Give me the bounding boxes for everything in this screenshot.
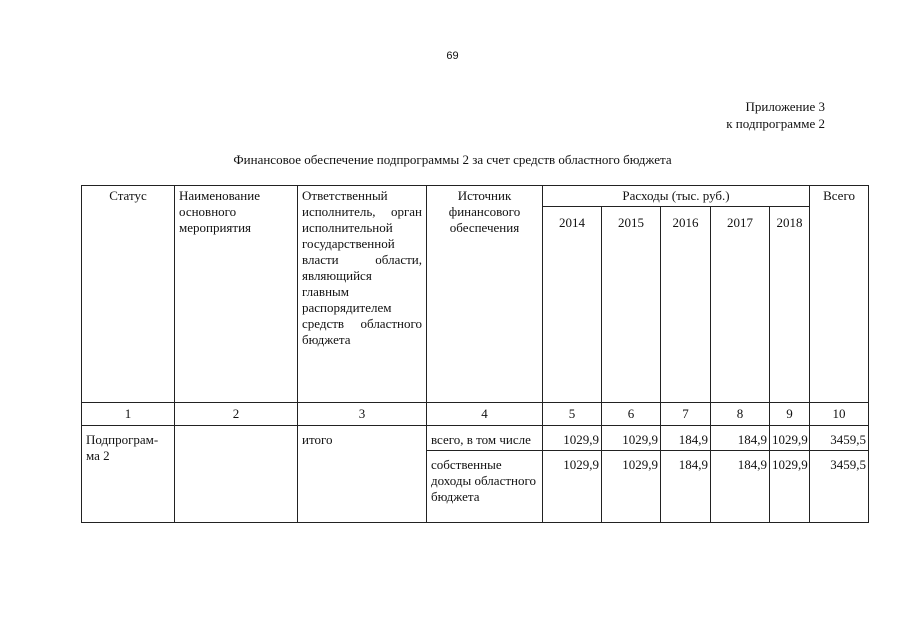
value-2017: 184,9 xyxy=(711,451,770,523)
row-source: собственные доходы областного бюджета xyxy=(427,451,543,523)
column-number: 8 xyxy=(711,403,770,426)
header-year-2017: 2017 xyxy=(711,207,770,403)
value-total: 3459,5 xyxy=(810,426,869,451)
appendix-header xyxy=(726,98,825,132)
value-2015: 1029,9 xyxy=(602,451,661,523)
header-expenses: Расходы (тыс. руб.) xyxy=(543,186,810,207)
column-number: 5 xyxy=(543,403,602,426)
header-year-2016: 2016 xyxy=(661,207,711,403)
page-number: 69 xyxy=(446,50,459,62)
header-row-1 xyxy=(82,186,869,207)
column-number: 1 xyxy=(82,403,175,426)
column-number: 6 xyxy=(602,403,661,426)
column-number: 2 xyxy=(175,403,298,426)
value-2016: 184,9 xyxy=(661,426,711,451)
column-number: 3 xyxy=(298,403,427,426)
value-total: 3459,5 xyxy=(810,451,869,523)
appendix-line-2: к подпрограмме 2 xyxy=(726,116,825,131)
table-row xyxy=(82,426,869,451)
value-2014: 1029,9 xyxy=(543,426,602,451)
column-number: 4 xyxy=(427,403,543,426)
value-2018: 1029,9 xyxy=(770,426,810,451)
column-number: 9 xyxy=(770,403,810,426)
appendix-line-1: Приложение 3 xyxy=(745,99,825,114)
header-year-2015: 2015 xyxy=(602,207,661,403)
finance-table xyxy=(81,185,869,523)
column-number: 10 xyxy=(810,403,869,426)
row-responsible: итого xyxy=(298,426,427,523)
header-total: Всего xyxy=(810,186,869,403)
header-year-2018: 2018 xyxy=(770,207,810,403)
value-2016: 184,9 xyxy=(661,451,711,523)
header-responsible: Ответственный исполнитель, орган исполнительной государственной власти области, являющийся главным распорядителем средств областного бюджета xyxy=(298,186,427,403)
value-2015: 1029,9 xyxy=(602,426,661,451)
row-name xyxy=(175,426,298,523)
value-2018: 1029,9 xyxy=(770,451,810,523)
value-2014: 1029,9 xyxy=(543,451,602,523)
header-source: Источник финансового обеспечения xyxy=(427,186,543,403)
column-number-row xyxy=(82,403,869,426)
header-status: Статус xyxy=(82,186,175,403)
row-status: Подпрограм-ма 2 xyxy=(82,426,175,523)
row-source: всего, в том числе xyxy=(427,426,543,451)
header-year-2014: 2014 xyxy=(543,207,602,403)
value-2017: 184,9 xyxy=(711,426,770,451)
document-title: Финансовое обеспечение подпрограммы 2 за счет средств областного бюджета xyxy=(233,152,672,167)
column-number: 7 xyxy=(661,403,711,426)
header-name: Наименование основного мероприятия xyxy=(175,186,298,403)
